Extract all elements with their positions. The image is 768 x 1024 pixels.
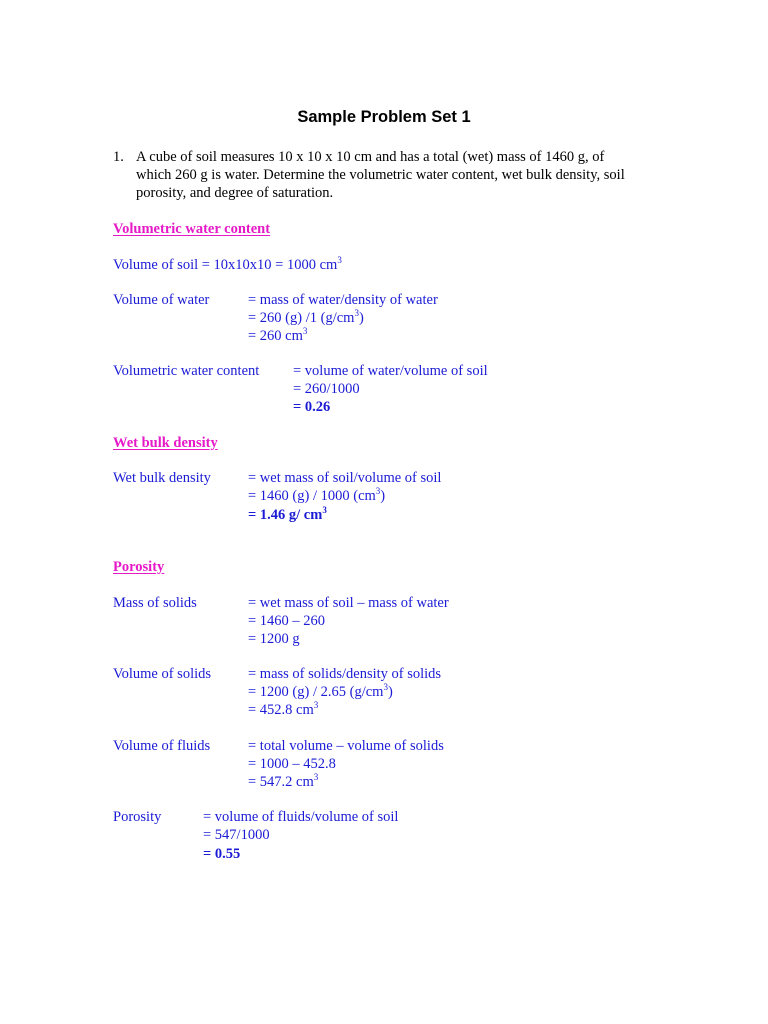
porosity-eq-1: = volume of fluids/volume of soil — [203, 809, 399, 825]
volume-of-solids-eq-2: = 1200 (g) / 2.65 $(g/cm^3)$ — [248, 682, 393, 700]
mass-of-solids-eq-3: = 1200 g — [248, 631, 300, 647]
vwc-result: = 0.26 — [293, 399, 331, 415]
volume-of-water-eq-3: = 260 $cm^3$ — [248, 326, 308, 344]
volume-of-fluids-label: Volume of fluids — [113, 738, 211, 754]
volume-of-solids-eq-1: = mass of solids/density of solids — [248, 666, 442, 682]
wbd-label: Wet bulk density — [113, 470, 211, 486]
problem-line-1: A cube of soil measures 10 x 10 x 10 cm and has a total (wet) mass of 1460 g, of — [136, 149, 605, 165]
mass-of-solids-eq-2: = 1460 – 260 — [248, 613, 326, 629]
section-heading-porosity: Porosity — [113, 559, 165, 575]
mass-of-solids-eq-1: = wet mass of soil – mass of water — [248, 595, 449, 611]
volume-of-water-eq-2: = 260 (g) /1 $(g/cm^3)$ — [248, 308, 364, 326]
wbd-result: = 1.46 g/ $cm^3$ — [248, 505, 327, 523]
problem-line-2: which 260 g is water. Determine the volumetric water content, wet bulk density, soil — [136, 167, 625, 183]
page-title: Sample Problem Set 1 — [297, 108, 471, 126]
problem-number: 1. — [113, 149, 124, 165]
mass-of-solids-label: Mass of solids — [113, 595, 197, 611]
problem-line-3: porosity, and degree of saturation. — [136, 185, 334, 201]
porosity-result: = 0.55 — [203, 846, 241, 862]
volume-of-solids-eq-3: = 452.8 $cm^3$ — [248, 700, 319, 718]
vwc-eq-2: = 260/1000 — [293, 381, 360, 397]
vwc-eq-1: = volume of water/volume of soil — [293, 363, 488, 379]
volume-of-fluids-eq-2: = 1000 – 452.8 — [248, 756, 336, 772]
volume-of-water-eq-1: = mass of water/density of water — [248, 292, 438, 308]
porosity-eq-2: = 547/1000 — [203, 827, 270, 843]
volume-of-fluids-eq-3: = 547.2 $cm^3$ — [248, 772, 319, 790]
wbd-eq-1: = wet mass of soil/volume of soil — [248, 470, 442, 486]
volume-of-water-label: Volume of water — [113, 292, 210, 308]
vwc-label: Volumetric water content — [113, 363, 260, 379]
volume-of-fluids-eq-1: = total volume – volume of solids — [248, 738, 444, 754]
porosity-label: Porosity — [113, 809, 162, 825]
volume-of-soil-line: Volume of soil = 10x10x10 = 1000 $cm^3$ — [113, 255, 342, 273]
volume-of-solids-label: Volume of solids — [113, 666, 212, 682]
wbd-eq-2: = 1460 (g) / 1000 $(cm^3)$ — [248, 486, 386, 504]
section-heading-vwc: Volumetric water content — [113, 221, 271, 237]
section-heading-wbd: Wet bulk density — [113, 435, 218, 451]
